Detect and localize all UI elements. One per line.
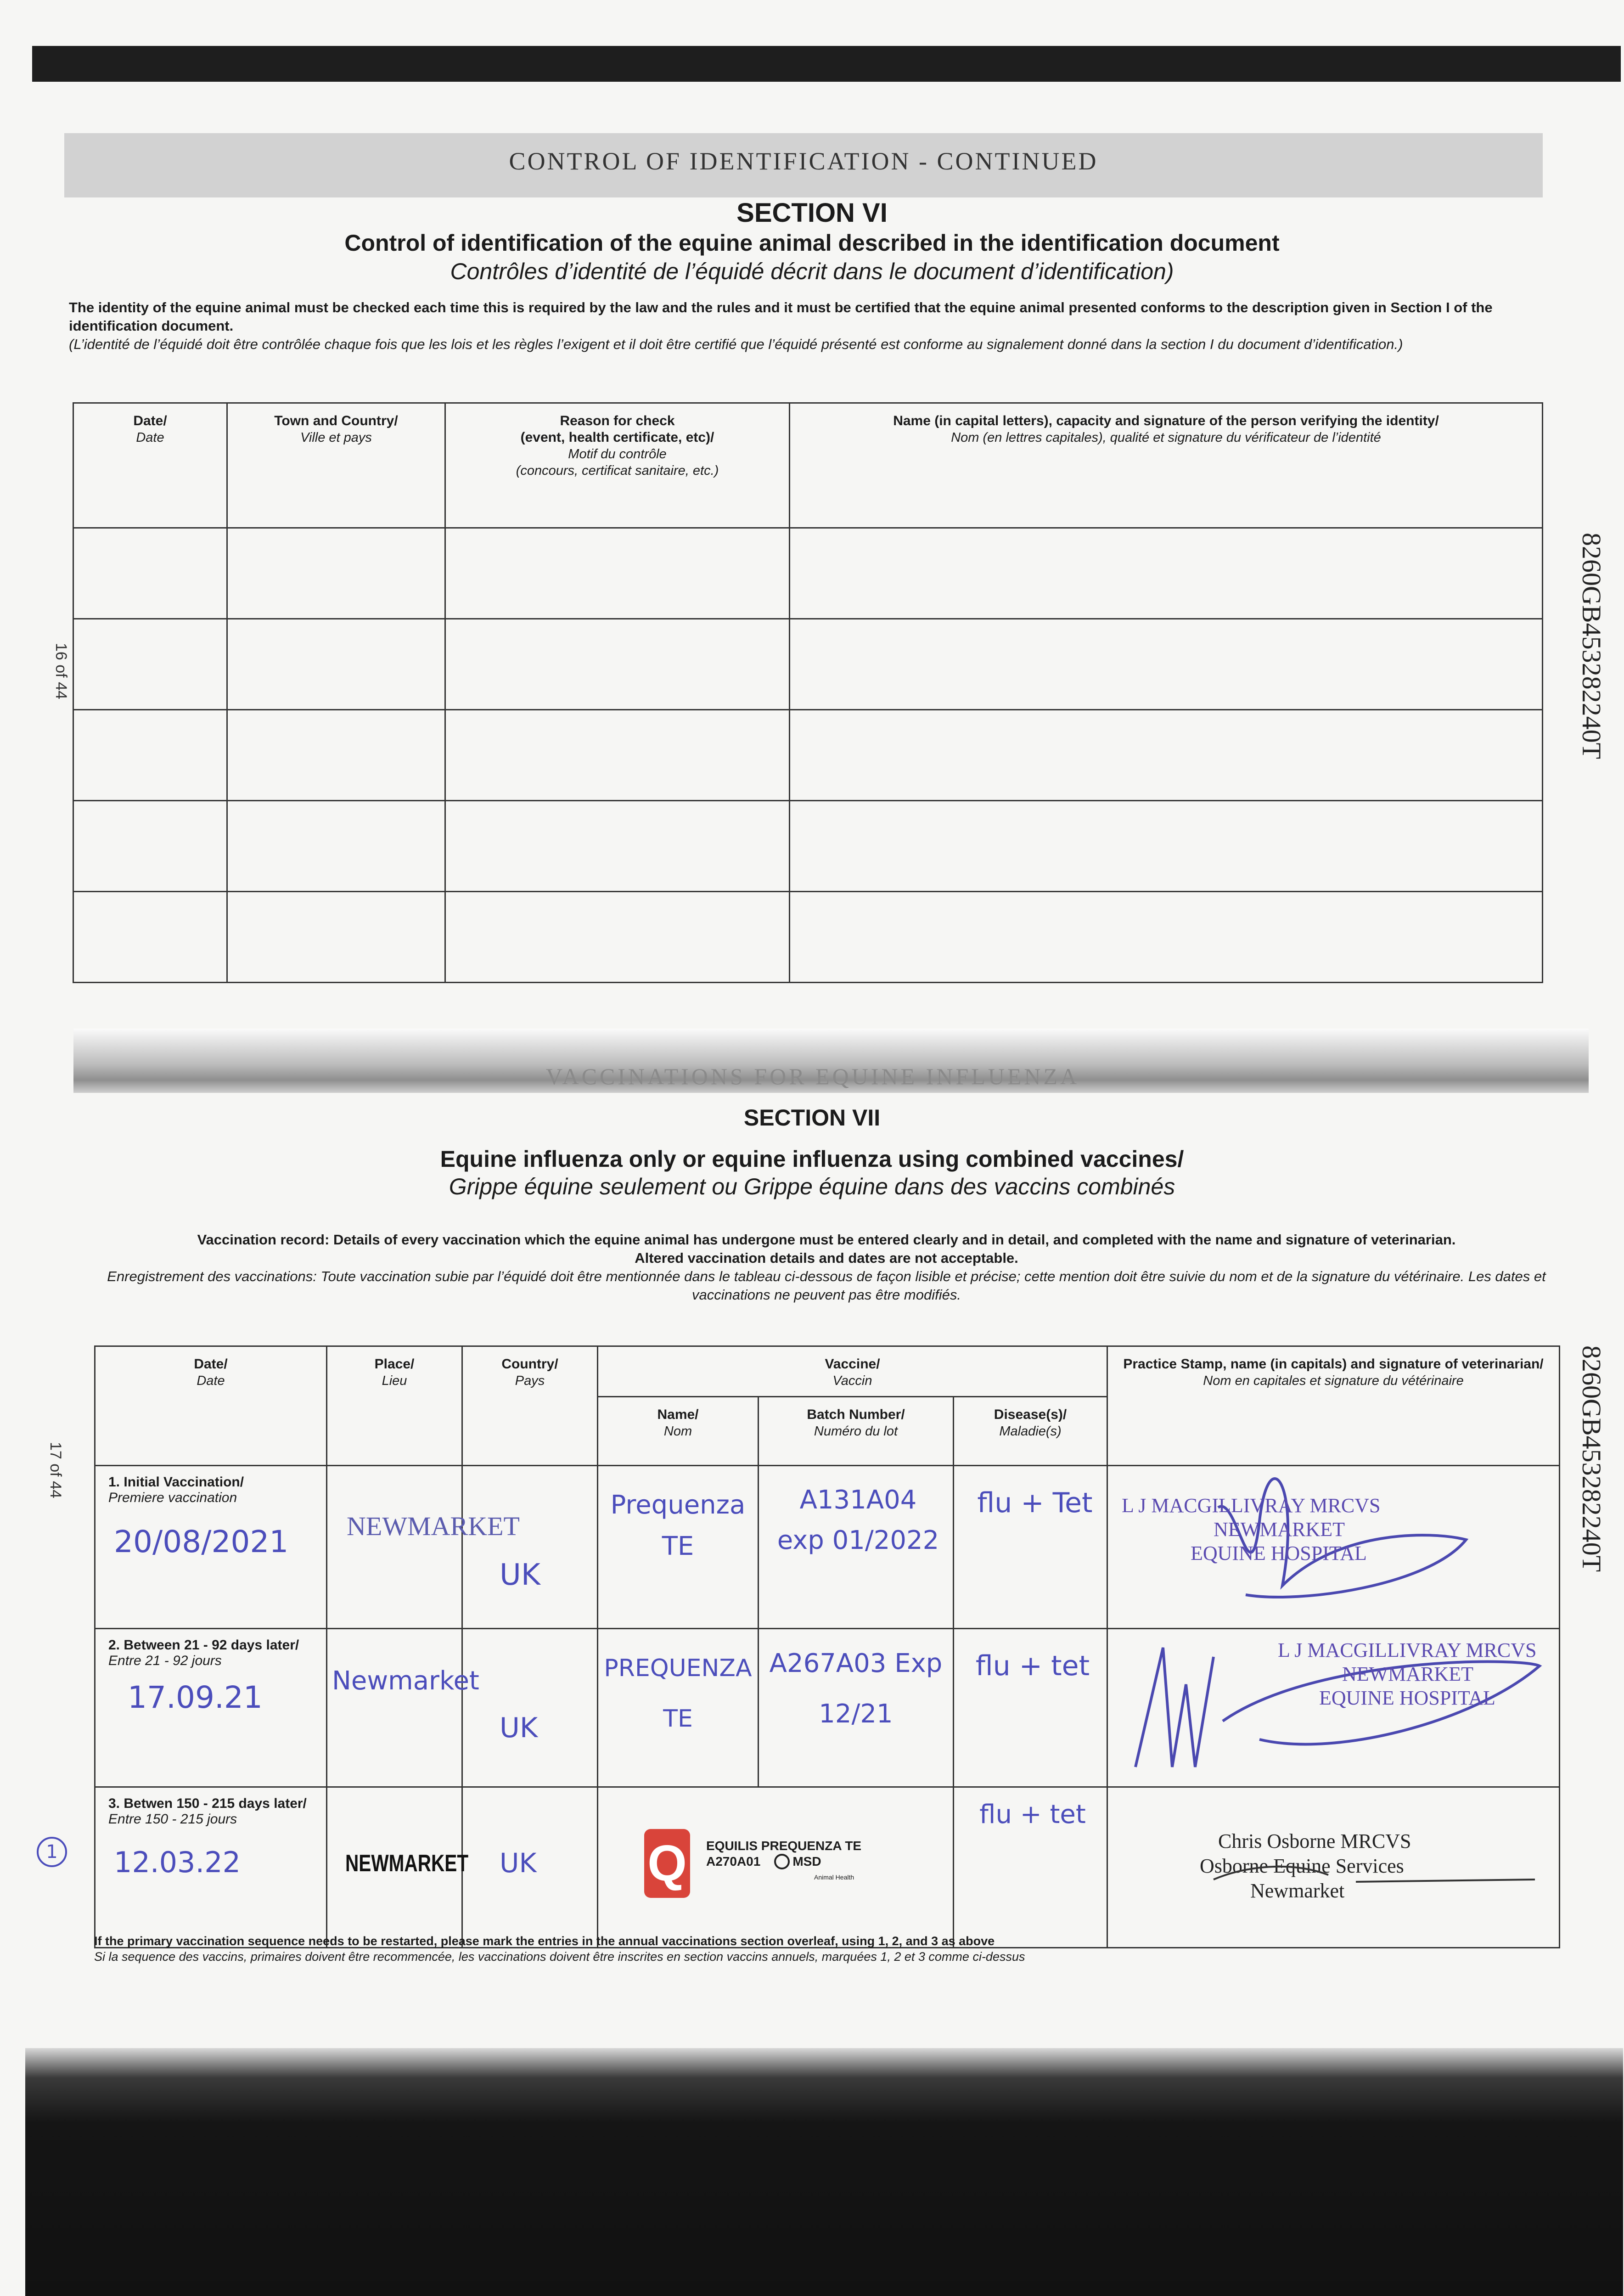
- row-1-batch: A131A04 exp 01/2022: [777, 1485, 939, 1555]
- vaccination-row-1: [95, 1466, 1560, 1629]
- page-number-17: 17 of 44: [47, 1442, 64, 1498]
- row-2-stamp: [1278, 1638, 1537, 1710]
- stamp-line: Newmarket: [1250, 1880, 1345, 1902]
- col-practice-stamp: Practice Stamp, name (in capitals) and signature of veterinarian/ Nom en capitales et signature du vétérinaire: [1107, 1346, 1560, 1466]
- vaccination-table: [94, 1345, 1560, 1948]
- section6-title: SECTION VI: [736, 198, 888, 228]
- table-row: [73, 892, 1543, 983]
- row-2-batch: A267A03 Exp 12/21: [769, 1649, 943, 1729]
- col-country: Country/ Pays: [462, 1346, 598, 1466]
- section6-instructions: [69, 298, 1529, 354]
- section6-subtitle-en: Control of identification of the equine animal described in the identification document: [344, 230, 1280, 256]
- row-2-date: 17.09.21: [128, 1680, 263, 1715]
- side-code-bottom: 8260GB453282240T: [1577, 1345, 1607, 1572]
- footnote-en: If the primary vaccination sequence needs to be restarted, please mark the entries in the annual vaccinations section overleaf, using 1, 2, and 3 as above: [94, 1934, 995, 1948]
- section6-subtitle-fr: Contrôles d’identité de l’équidé décrit dans le document d’identification): [450, 259, 1174, 284]
- sticker-name: EQUILIS PREQUENZA TE: [706, 1839, 862, 1853]
- col-date: Date/ Date: [73, 403, 227, 528]
- row-1-country: UK: [500, 1558, 540, 1592]
- stamp-line: NEWMARKET: [1214, 1518, 1345, 1541]
- col-diseases: Disease(s)/ Maladie(s): [954, 1397, 1107, 1466]
- stamp-line: EQUINE HOSPITAL: [1191, 1542, 1367, 1564]
- margin-mark-circle: 1: [37, 1837, 67, 1867]
- row-1-vaccine-name: Prequenza TE: [610, 1490, 746, 1561]
- row-2-vaccine-name: PREQUENZA TE: [604, 1654, 752, 1733]
- col-name-signature: Name (in capital letters), capacity and signature of the person verifying the identity/ Nom (en lettres capitales), qualité et signature du vérificateur de l’identité: [790, 403, 1543, 528]
- col-reason: Reason for check (event, health certificate, etc)/ Motif du contrôle (concours, certificat sanitaire, etc.): [445, 403, 790, 528]
- side-code-top: 8260GB453282240T: [1577, 533, 1607, 759]
- section6-instruction-fr: (L’identité de l’équidé doit être contrôlée chaque fois que les lois et les règles l’exigent et il doit être certifié que l’équidé présenté est conforme au signalement donné dans la section I du document d’identification.): [69, 336, 1403, 352]
- scan-top-band: [32, 46, 1621, 82]
- stamp-line: EQUINE HOSPITAL: [1319, 1687, 1495, 1709]
- row-3-disease: flu + tet: [979, 1800, 1086, 1829]
- vaccine-sticker-logo: Q: [644, 1829, 690, 1898]
- col-vaccine-name: Name/ Nom: [598, 1397, 759, 1466]
- col-date: Date/ Date: [95, 1346, 327, 1466]
- vaccination-record-instructions: Vaccination record: Details of every vaccination which the equine animal has undergone must be entered clearly and in detail, and completed with the name and signature of veterinarian. Altered vaccination details and dates are not acceptable. Enregistrement des vaccinations: Toute vaccination subie par l’équidé doit être mentionnée dans le tableau ci-dessous de façon lisible et précise; cette mention doit être suivie du nom et de la signature du vétérinaire. Les dates et vaccinations ne peuvent pas être modifiés.: [107, 1232, 1546, 1303]
- vaccination-row-3: [95, 1787, 1560, 1948]
- table-row: [73, 710, 1543, 801]
- table-row: [73, 528, 1543, 619]
- table-row: [73, 801, 1543, 892]
- identification-check-table: [73, 402, 1543, 983]
- sticker-batch: A270A01: [706, 1854, 761, 1868]
- section7-subtitle-fr: Grippe équine seulement ou Grippe équine dans des vaccins combinés: [449, 1174, 1175, 1199]
- stamp-line: Osborne Equine Services: [1200, 1855, 1404, 1877]
- row-1-place: NEWMARKET: [347, 1511, 520, 1541]
- row-1-disease: flu + Tet: [977, 1487, 1093, 1519]
- msd-logo: [774, 1854, 821, 1869]
- col-batch-number: Batch Number/ Numéro du lot: [759, 1397, 954, 1466]
- row-3-date: 12.03.22: [114, 1846, 241, 1879]
- section7-subtitle-en: Equine influenza only or equine influenza using combined vaccines/: [440, 1146, 1184, 1172]
- row-1-date: 20/08/2021: [114, 1524, 289, 1559]
- col-vaccine: Vaccine/ Vaccin: [598, 1346, 1107, 1397]
- row-3-country: UK: [500, 1847, 537, 1879]
- stamp-line: NEWMARKET: [1342, 1663, 1473, 1685]
- row-2-place: Newmarket: [332, 1666, 479, 1696]
- footnote-fr: Si la sequence des vaccins, primaires doivent être recommencée, les vaccinations doivent être inscrites en section vaccins annuels, marquées 1, 2 et 3 comme ci-dessus: [94, 1950, 1025, 1964]
- section7-footnote: [94, 1933, 1563, 1964]
- page-number-16: 16 of 44: [52, 643, 70, 699]
- stamp-line: Chris Osborne MRCVS: [1218, 1830, 1411, 1852]
- scan-bottom-band: [25, 2048, 1623, 2296]
- vaccine-sticker-text: [706, 1838, 861, 1885]
- section6-instruction-en: The identity of the equine animal must be checked each time this is required by the law and the rules and it must be certified that the equine animal presented conforms to the description given in Section I of the identification document.: [69, 299, 1493, 334]
- vaccination-row-2: [95, 1629, 1560, 1787]
- row-2-disease: flu + tet: [975, 1650, 1090, 1682]
- row-2-country: UK: [500, 1712, 538, 1744]
- section6-band-heading: CONTROL OF IDENTIFICATION - CONTINUED: [509, 147, 1098, 175]
- section7-band-heading: VACCINATIONS FOR EQUINE INFLUENZA: [545, 1064, 1080, 1089]
- table-row: [73, 619, 1543, 710]
- row-3-place-stamp: NEWMARKET: [345, 1850, 469, 1877]
- stamp-line: L J MACGILLIVRAY MRCVS: [1122, 1494, 1381, 1517]
- row-3-label: 3. Betwen 150 - 215 days later/ Entre 150 - 215 jours: [108, 1796, 307, 1827]
- row-1-label: 1. Initial Vaccination/ Premiere vaccination: [108, 1474, 244, 1505]
- stamp-line: L J MACGILLIVRAY MRCVS: [1278, 1639, 1537, 1661]
- col-town-country: Town and Country/ Ville et pays: [227, 403, 445, 528]
- section7-title: SECTION VII: [743, 1105, 881, 1131]
- col-place: Place/ Lieu: [327, 1346, 462, 1466]
- row-1-stamp: [1122, 1494, 1381, 1565]
- msd-logo-icon: [774, 1854, 790, 1869]
- signature-squiggle-3: [1108, 1788, 1558, 1944]
- msd-logo-text: MSD: [792, 1854, 821, 1868]
- msd-logo-subtext: Animal Health: [814, 1874, 854, 1881]
- row-2-label: 2. Between 21 - 92 days later/ Entre 21 - 92 jours: [108, 1638, 299, 1668]
